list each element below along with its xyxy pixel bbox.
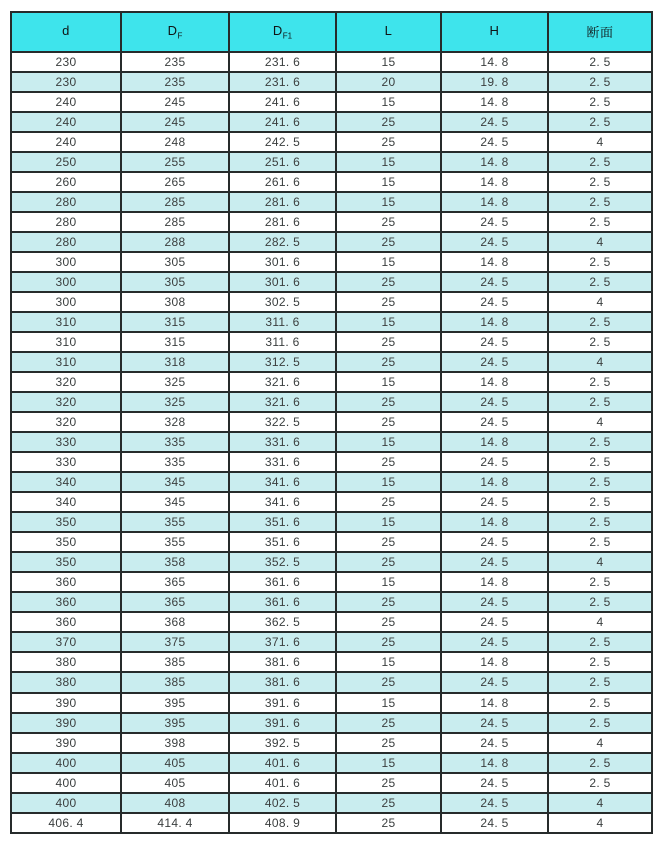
header-label: H (489, 23, 500, 39)
table-cell: 281. 6 (229, 192, 336, 212)
table-row (11, 152, 652, 172)
table-row (11, 552, 652, 572)
table-cell: 24. 5 (441, 713, 548, 733)
table-cell: 14. 8 (441, 472, 548, 492)
table-row (11, 813, 652, 833)
table-cell: 361. 6 (229, 592, 336, 612)
table-cell: 240 (11, 132, 121, 152)
table-cell: 15 (336, 753, 441, 773)
table-cell: 341. 6 (229, 472, 336, 492)
header-subscript: F (177, 31, 183, 41)
table-cell: 245 (121, 92, 229, 112)
table-cell: 361. 6 (229, 572, 336, 592)
table-cell: 24. 5 (441, 612, 548, 632)
table-cell: 14. 8 (441, 192, 548, 212)
table-cell: 231. 6 (229, 52, 336, 72)
table-cell: 380 (11, 652, 121, 672)
table-cell: 230 (11, 52, 121, 72)
table-cell: 14. 8 (441, 432, 548, 452)
table-cell: 391. 6 (229, 713, 336, 733)
table-row (11, 492, 652, 512)
table-row (11, 733, 652, 753)
table-cell: 381. 6 (229, 672, 336, 692)
table-cell: 285 (121, 192, 229, 212)
table-cell: 310 (11, 312, 121, 332)
table-cell: 2. 5 (548, 92, 652, 112)
table-cell: 14. 8 (441, 312, 548, 332)
table-cell: 255 (121, 152, 229, 172)
table-cell: 395 (121, 713, 229, 733)
table-cell: 405 (121, 753, 229, 773)
table-cell: 405 (121, 773, 229, 793)
table-cell: 301. 6 (229, 272, 336, 292)
table-cell: 24. 5 (441, 632, 548, 652)
table-cell: 15 (336, 512, 441, 532)
table-cell: 345 (121, 492, 229, 512)
header-subscript: F1 (282, 31, 293, 41)
table-cell: 2. 5 (548, 432, 652, 452)
table-cell: 320 (11, 372, 121, 392)
table-cell: 4 (548, 412, 652, 432)
table-header (11, 12, 652, 52)
table-cell: 340 (11, 492, 121, 512)
table-cell: 235 (121, 72, 229, 92)
dimension-spec-table (10, 11, 653, 834)
table-cell: 20 (336, 72, 441, 92)
table-cell: 2. 5 (548, 372, 652, 392)
table-cell: 15 (336, 92, 441, 112)
table-cell: 25 (336, 332, 441, 352)
table-cell: 320 (11, 412, 121, 432)
table-row (11, 72, 652, 92)
table-cell: 24. 5 (441, 592, 548, 612)
table-cell: 14. 8 (441, 753, 548, 773)
table-row (11, 632, 652, 652)
table-cell: 390 (11, 733, 121, 753)
table-cell: 15 (336, 652, 441, 672)
table-cell: 4 (548, 232, 652, 252)
table-cell: 400 (11, 773, 121, 793)
table-row (11, 412, 652, 432)
table-cell: 2. 5 (548, 152, 652, 172)
table-cell: 2. 5 (548, 392, 652, 412)
table-cell: 24. 5 (441, 132, 548, 152)
table-cell: 24. 5 (441, 232, 548, 252)
table-cell: 230 (11, 72, 121, 92)
table-cell: 25 (336, 412, 441, 432)
table-row (11, 212, 652, 232)
header-label: 断面 (586, 24, 614, 40)
table-cell: 14. 8 (441, 52, 548, 72)
table-cell: 2. 5 (548, 252, 652, 272)
table-row (11, 332, 652, 352)
table-row (11, 672, 652, 692)
table-cell: 24. 5 (441, 292, 548, 312)
table-cell: 370 (11, 632, 121, 652)
table-cell: 280 (11, 232, 121, 252)
table-cell: 392. 5 (229, 733, 336, 753)
table-cell: 351. 6 (229, 512, 336, 532)
table-cell: 322. 5 (229, 412, 336, 432)
table-cell: 251. 6 (229, 152, 336, 172)
table-cell: 25 (336, 713, 441, 733)
table-cell: 390 (11, 693, 121, 713)
table-cell: 24. 5 (441, 112, 548, 132)
table-cell: 24. 5 (441, 412, 548, 432)
table-cell: 385 (121, 652, 229, 672)
table-cell: 335 (121, 432, 229, 452)
table-row (11, 132, 652, 152)
table-row (11, 652, 652, 672)
table-cell: 24. 5 (441, 773, 548, 793)
table-cell: 2. 5 (548, 312, 652, 332)
table-cell: 305 (121, 252, 229, 272)
table-cell: 25 (336, 212, 441, 232)
table-cell: 15 (336, 52, 441, 72)
table-cell: 4 (548, 793, 652, 813)
table-cell: 4 (548, 733, 652, 753)
table-cell: 14. 8 (441, 652, 548, 672)
table-cell: 312. 5 (229, 352, 336, 372)
table-cell: 25 (336, 612, 441, 632)
table-cell: 25 (336, 452, 441, 472)
table-cell: 2. 5 (548, 332, 652, 352)
table-cell: 2. 5 (548, 272, 652, 292)
table-cell: 365 (121, 592, 229, 612)
table-cell: 362. 5 (229, 612, 336, 632)
table-cell: 328 (121, 412, 229, 432)
table-cell: 360 (11, 592, 121, 612)
table-cell: 4 (548, 132, 652, 152)
table-body (11, 52, 652, 833)
table-cell: 24. 5 (441, 452, 548, 472)
table-cell: 381. 6 (229, 652, 336, 672)
header-label: L (384, 23, 393, 39)
table-cell: 302. 5 (229, 292, 336, 312)
table-cell: 15 (336, 432, 441, 452)
table-cell: 248 (121, 132, 229, 152)
table-cell: 391. 6 (229, 693, 336, 713)
table-row (11, 452, 652, 472)
table-cell: 25 (336, 733, 441, 753)
table-cell: 360 (11, 572, 121, 592)
table-cell: 2. 5 (548, 112, 652, 132)
table-cell: 310 (11, 332, 121, 352)
table-row (11, 532, 652, 552)
table-cell: 25 (336, 773, 441, 793)
table-cell: 24. 5 (441, 532, 548, 552)
table-cell: 4 (548, 292, 652, 312)
table-row (11, 232, 652, 252)
table-cell: 325 (121, 372, 229, 392)
table-cell: 321. 6 (229, 372, 336, 392)
header-cell-duanmian (548, 12, 652, 52)
table-cell: 401. 6 (229, 753, 336, 773)
table-cell: 311. 6 (229, 312, 336, 332)
table-cell: 15 (336, 372, 441, 392)
table-row (11, 753, 652, 773)
table-cell: 371. 6 (229, 632, 336, 652)
table-cell: 408 (121, 793, 229, 813)
table-cell: 330 (11, 432, 121, 452)
table-cell: 400 (11, 793, 121, 813)
table-cell: 15 (336, 192, 441, 212)
header-cell-d (11, 12, 121, 52)
table-cell: 24. 5 (441, 492, 548, 512)
table-cell: 385 (121, 672, 229, 692)
table-cell: 310 (11, 352, 121, 372)
table-cell: 350 (11, 512, 121, 532)
table-cell: 241. 6 (229, 112, 336, 132)
table-cell: 300 (11, 292, 121, 312)
table-row (11, 372, 652, 392)
table-cell: 25 (336, 672, 441, 692)
table-cell: 240 (11, 112, 121, 132)
table-cell: 351. 6 (229, 532, 336, 552)
table-cell: 398 (121, 733, 229, 753)
table-cell: 2. 5 (548, 472, 652, 492)
table-cell: 15 (336, 252, 441, 272)
table-cell: 2. 5 (548, 753, 652, 773)
table-cell: 311. 6 (229, 332, 336, 352)
table-cell: 14. 8 (441, 92, 548, 112)
table-cell: 25 (336, 552, 441, 572)
table-cell: 242. 5 (229, 132, 336, 152)
table-cell: 2. 5 (548, 572, 652, 592)
table-cell: 14. 8 (441, 152, 548, 172)
header-label: D (272, 23, 283, 39)
header-row (11, 12, 652, 52)
table-row (11, 392, 652, 412)
table-row (11, 172, 652, 192)
table-cell: 24. 5 (441, 552, 548, 572)
table-cell: 245 (121, 112, 229, 132)
table-cell: 352. 5 (229, 552, 336, 572)
table-cell: 2. 5 (548, 492, 652, 512)
table-cell: 15 (336, 152, 441, 172)
table-cell: 395 (121, 693, 229, 713)
table-cell: 355 (121, 532, 229, 552)
table-cell: 24. 5 (441, 793, 548, 813)
table-cell: 2. 5 (548, 632, 652, 652)
table-cell: 261. 6 (229, 172, 336, 192)
table-cell: 280 (11, 192, 121, 212)
header-label: D (167, 23, 178, 39)
table-cell: 24. 5 (441, 392, 548, 412)
table-row (11, 512, 652, 532)
table-cell: 350 (11, 552, 121, 572)
header-cell-df (121, 12, 229, 52)
table-cell: 414. 4 (121, 813, 229, 833)
table-cell: 231. 6 (229, 72, 336, 92)
table-cell: 235 (121, 52, 229, 72)
table-cell: 315 (121, 332, 229, 352)
table-cell: 288 (121, 232, 229, 252)
table-cell: 265 (121, 172, 229, 192)
table-cell: 331. 6 (229, 432, 336, 452)
table-cell: 15 (336, 472, 441, 492)
header-cell-l (336, 12, 441, 52)
table-cell: 25 (336, 232, 441, 252)
table-cell: 14. 8 (441, 252, 548, 272)
table-cell: 360 (11, 612, 121, 632)
table-cell: 390 (11, 713, 121, 733)
table-cell: 300 (11, 272, 121, 292)
table-row (11, 52, 652, 72)
table-cell: 2. 5 (548, 652, 652, 672)
table-cell: 241. 6 (229, 92, 336, 112)
table-row (11, 272, 652, 292)
table-cell: 408. 9 (229, 813, 336, 833)
table-cell: 260 (11, 172, 121, 192)
table-cell: 14. 8 (441, 693, 548, 713)
table-cell: 321. 6 (229, 392, 336, 412)
table-cell: 25 (336, 352, 441, 372)
table-cell: 340 (11, 472, 121, 492)
table-cell: 14. 8 (441, 512, 548, 532)
table-cell: 301. 6 (229, 252, 336, 272)
table-cell: 24. 5 (441, 332, 548, 352)
table-cell: 25 (336, 292, 441, 312)
table-cell: 2. 5 (548, 192, 652, 212)
table-cell: 355 (121, 512, 229, 532)
table-cell: 400 (11, 753, 121, 773)
table-cell: 25 (336, 632, 441, 652)
table-row (11, 112, 652, 132)
table-row (11, 592, 652, 612)
table-cell: 25 (336, 592, 441, 612)
table-cell: 25 (336, 272, 441, 292)
table-row (11, 793, 652, 813)
table-cell: 330 (11, 452, 121, 472)
table-cell: 305 (121, 272, 229, 292)
table-cell: 2. 5 (548, 172, 652, 192)
table-row (11, 352, 652, 372)
table-cell: 308 (121, 292, 229, 312)
table-cell: 25 (336, 392, 441, 412)
table-cell: 350 (11, 532, 121, 552)
table-cell: 240 (11, 92, 121, 112)
table-cell: 2. 5 (548, 773, 652, 793)
table-cell: 24. 5 (441, 212, 548, 232)
table-cell: 365 (121, 572, 229, 592)
table-cell: 358 (121, 552, 229, 572)
dimension-table-container (10, 11, 651, 834)
table-cell: 24. 5 (441, 352, 548, 372)
table-row (11, 312, 652, 332)
header-label: d (62, 23, 70, 39)
table-cell: 345 (121, 472, 229, 492)
table-cell: 402. 5 (229, 793, 336, 813)
table-cell: 4 (548, 352, 652, 372)
table-row (11, 713, 652, 733)
table-cell: 2. 5 (548, 72, 652, 92)
table-row (11, 292, 652, 312)
table-cell: 320 (11, 392, 121, 412)
table-cell: 4 (548, 813, 652, 833)
table-cell: 2. 5 (548, 512, 652, 532)
table-cell: 25 (336, 793, 441, 813)
table-cell: 24. 5 (441, 672, 548, 692)
table-cell: 282. 5 (229, 232, 336, 252)
table-row (11, 612, 652, 632)
table-cell: 15 (336, 693, 441, 713)
table-row (11, 472, 652, 492)
table-cell: 25 (336, 532, 441, 552)
table-cell: 325 (121, 392, 229, 412)
table-cell: 2. 5 (548, 52, 652, 72)
table-cell: 335 (121, 452, 229, 472)
table-row (11, 693, 652, 713)
table-cell: 300 (11, 252, 121, 272)
table-cell: 406. 4 (11, 813, 121, 833)
table-cell: 341. 6 (229, 492, 336, 512)
table-cell: 318 (121, 352, 229, 372)
table-cell: 14. 8 (441, 572, 548, 592)
table-cell: 331. 6 (229, 452, 336, 472)
table-cell: 4 (548, 552, 652, 572)
table-cell: 250 (11, 152, 121, 172)
table-row (11, 92, 652, 112)
table-row (11, 432, 652, 452)
table-cell: 375 (121, 632, 229, 652)
table-cell: 380 (11, 672, 121, 692)
table-cell: 24. 5 (441, 272, 548, 292)
table-cell: 2. 5 (548, 672, 652, 692)
header-cell-h (441, 12, 548, 52)
table-cell: 285 (121, 212, 229, 232)
table-cell: 15 (336, 572, 441, 592)
table-cell: 15 (336, 312, 441, 332)
table-cell: 4 (548, 612, 652, 632)
table-cell: 368 (121, 612, 229, 632)
table-cell: 24. 5 (441, 733, 548, 753)
table-cell: 19. 8 (441, 72, 548, 92)
table-row (11, 572, 652, 592)
table-cell: 2. 5 (548, 693, 652, 713)
table-cell: 2. 5 (548, 713, 652, 733)
table-cell: 25 (336, 813, 441, 833)
table-cell: 401. 6 (229, 773, 336, 793)
table-cell: 281. 6 (229, 212, 336, 232)
table-row (11, 192, 652, 212)
table-cell: 25 (336, 492, 441, 512)
table-row (11, 773, 652, 793)
table-cell: 25 (336, 132, 441, 152)
table-cell: 14. 8 (441, 372, 548, 392)
table-cell: 14. 8 (441, 172, 548, 192)
table-cell: 2. 5 (548, 452, 652, 472)
table-cell: 24. 5 (441, 813, 548, 833)
table-cell: 280 (11, 212, 121, 232)
table-cell: 315 (121, 312, 229, 332)
table-cell: 25 (336, 112, 441, 132)
header-cell-df1 (229, 12, 336, 52)
table-cell: 15 (336, 172, 441, 192)
table-cell: 2. 5 (548, 592, 652, 612)
table-cell: 2. 5 (548, 212, 652, 232)
table-row (11, 252, 652, 272)
table-cell: 2. 5 (548, 532, 652, 552)
